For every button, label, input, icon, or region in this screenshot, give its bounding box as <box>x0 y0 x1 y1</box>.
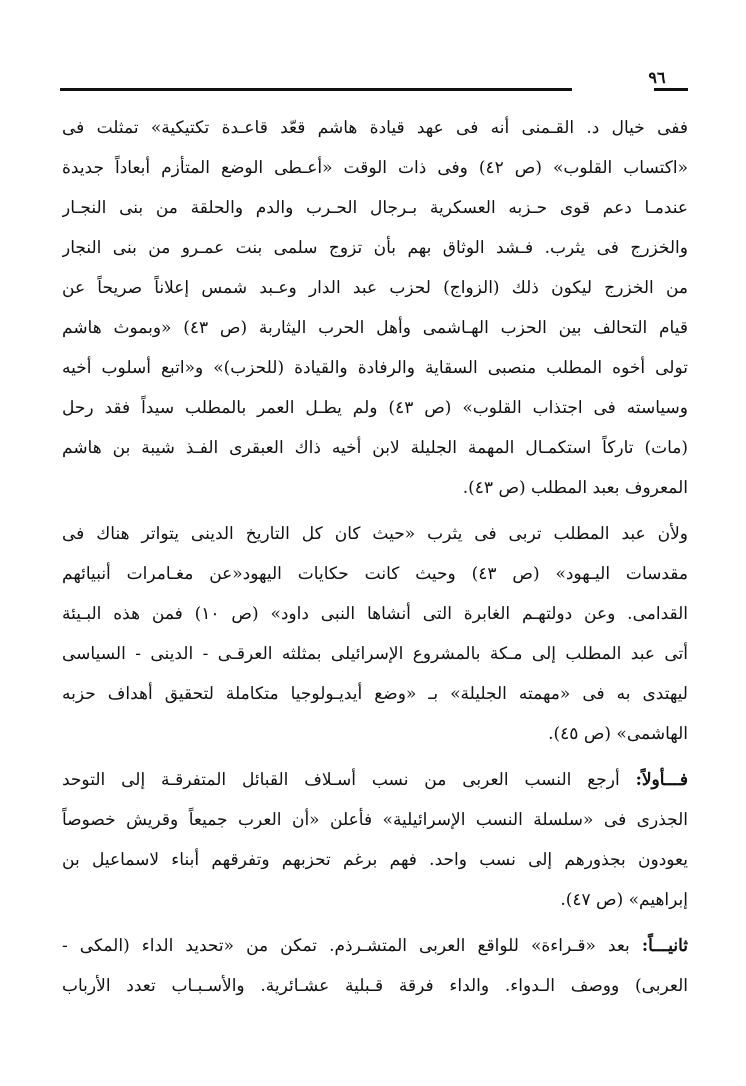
paragraph <box>62 926 688 1006</box>
text-line <box>62 760 688 800</box>
text-line: قيام التحالف بين الحزب الهـاشمى وأهل الحرب اليثاربة (ص ٤٣) «وبموث هاشم <box>62 318 688 338</box>
paragraph-lead: ثانيـــاً: <box>641 936 688 956</box>
text-line: ففى خيال د. القـمنى أنه فى عهد قيادة هاشم قعّد قاعـدة تكتيكية» تمثلت فى <box>62 118 688 138</box>
text-line: أتى عبد المطلب إلى مـكة بالمشروع الإسرائيلى بمثلثه العرقـى - الدينى - السياسى <box>62 644 688 664</box>
text-line: إبراهيم» (ص ٤٧). <box>560 890 688 910</box>
text-line <box>62 926 688 966</box>
page-number: ٩٦ <box>648 68 666 87</box>
text-line: المعروف بعبد المطلب (ص ٤٣). <box>462 478 688 498</box>
header-rule <box>60 88 572 91</box>
text-line: العربى) ووصف الـدواء. والداء فرقة قـبلية عشـائرية. والأسـبـاب تعدد الأرباب <box>62 976 688 996</box>
page-header <box>60 66 688 96</box>
text-line: وسياسته فى اجتذاب القلوب» (ص ٤٣) ولم يطـل العمر بالمطلب سيداً فقد رحل <box>62 398 688 418</box>
text-line: مقدسات اليـهود» (ص ٤٣) وحيث كانت حكايات اليهود«عن مغـامرات أنبيائهم <box>62 564 688 584</box>
paragraph <box>62 760 688 920</box>
paragraph <box>62 108 688 508</box>
text-line: «اكتساب القلوب» (ص ٤٢) وفى ذات الوقت «أعـطى الوضع المتأزم أبعاداً جديدة <box>62 158 688 178</box>
text-line: عندمـا دعم قوى حـزبه العسكرية بـرجال الحـرب والدم والحلقة من بنى النجـار <box>62 198 688 218</box>
text-line: من الخزرج ليكون ذلك (الزواج) لحزب عبد الدار وعـبد شمس إعلاناً صريحاً عن <box>62 278 688 298</box>
text-fragment: أرجع النسب العربى من نسب أسـلاف القبائل المتفرقـة إلى التوحد <box>62 770 636 790</box>
paragraph <box>62 514 688 754</box>
text-fragment: بعد «قـراءة» للواقع العربى المتشـرذم. تمكن من «تحديد الداء (المكى - <box>62 936 642 956</box>
text-line: ليهتدى به فى «مهمته الجليلة» بـ «وضع أيديـولوجيا متكاملة لتحقيق أهداف حزبه <box>62 684 688 704</box>
text-line: والخزرج فى يثرب. فـشد الوثاق بهم بأن تزوج سلمى بنت عمـرو من بنى النجار <box>62 238 688 258</box>
paragraph-lead: فـــأولاً: <box>635 770 688 790</box>
text-line: (مات) تاركاً استكمـال المهمة الجليلة لابن أخيه ذاك العبقرى الفـذ شيبة بن هاشم <box>62 438 688 458</box>
body-text <box>62 108 688 1006</box>
text-line: تولى أخوه المطلب منصبى السقاية والرفادة والقيادة (للحزب)» و«اتبع أسلوب أخيه <box>62 358 688 378</box>
text-line: الهاشمى» (ص ٤٥). <box>548 724 688 744</box>
text-line: ولأن عبد المطلب تربى فى يثرب «حيث كان كل التاريخ الدينى يتواتر هناك فى <box>62 524 688 544</box>
header-rule-short <box>654 88 688 91</box>
text-line: الجذرى فى «سلسلة النسب الإسرائيلية» فأعلن «أن العرب جميعاً وقريش خصوصاً <box>62 810 688 830</box>
text-line: القدامى. وعن دولتهـم الغابرة التى أنشاها النبى داود» (ص ١٠) فمن هذه البـيئة <box>62 604 688 624</box>
text-line: يعودون بجذورهم إلى نسب واحد. فهم برغم تحزبهم وتفرقهم أبناء لاسماعيل بن <box>62 850 688 870</box>
